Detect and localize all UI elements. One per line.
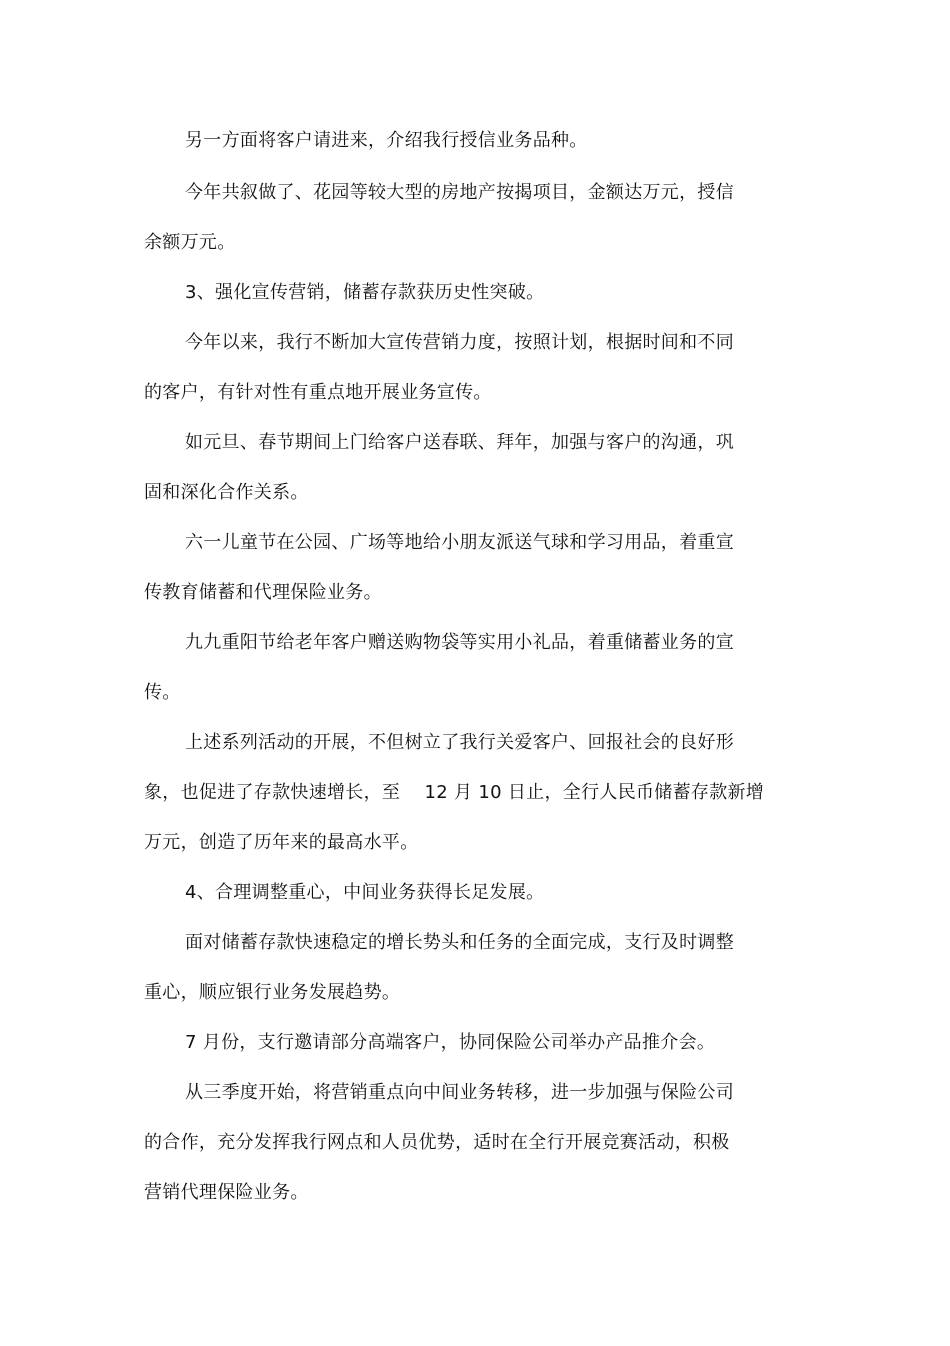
paragraph-line: 重心，顺应银行业务发展趋势。 (144, 982, 401, 1003)
paragraph-line: 今年共叙做了、花园等较大型的房地产按揭项目，金额达万元，授信 (185, 182, 734, 203)
paragraph-line: 象，也促进了存款快速增长，至 12 月 10 日止，全行人民币储蓄存款新增 (144, 782, 765, 803)
paragraph-line: 如元旦、春节期间上门给客户送春联、拜年，加强与客户的沟通，巩 (185, 432, 734, 453)
paragraph-line: 万元，创造了历年来的最高水平。 (144, 832, 419, 853)
paragraph-line: 从三季度开始，将营销重点向中间业务转移，进一步加强与保险公司 (185, 1082, 734, 1103)
paragraph-line: 营销代理保险业务。 (144, 1182, 309, 1203)
paragraph-line: 传。 (144, 682, 181, 703)
paragraph-line: 面对储蓄存款快速稳定的增长势头和任务的全面完成，支行及时调整 (185, 932, 734, 953)
paragraph-line: 传教育储蓄和代理保险业务。 (144, 582, 382, 603)
paragraph-line: 固和深化合作关系。 (144, 482, 309, 503)
paragraph-line: 7 月份，支行邀请部分高端客户，协同保险公司举办产品推介会。 (185, 1032, 716, 1053)
paragraph-line: 另一方面将客户请进来，介绍我行授信业务品种。 (185, 130, 588, 151)
section-heading: 4、合理调整重心，中间业务获得长足发展。 (185, 882, 545, 903)
paragraph-line: 今年以来，我行不断加大宣传营销力度，按照计划，根据时间和不同 (185, 332, 734, 353)
paragraph-line: 九九重阳节给老年客户赠送购物袋等实用小礼品，着重储蓄业务的宣 (185, 632, 734, 653)
section-heading: 3、强化宣传营销，储蓄存款获历史性突破。 (185, 282, 545, 303)
paragraph-line: 的客户，有针对性有重点地开展业务宣传。 (144, 382, 492, 403)
paragraph-line: 六一儿童节在公园、广场等地给小朋友派送气球和学习用品，着重宣 (185, 532, 734, 553)
paragraph-line: 余额万元。 (144, 232, 236, 253)
paragraph-line: 的合作，充分发挥我行网点和人员优势，适时在全行开展竞赛活动，积极 (144, 1132, 730, 1153)
paragraph-line: 上述系列活动的开展，不但树立了我行关爱客户、回报社会的良好形 (185, 732, 734, 753)
